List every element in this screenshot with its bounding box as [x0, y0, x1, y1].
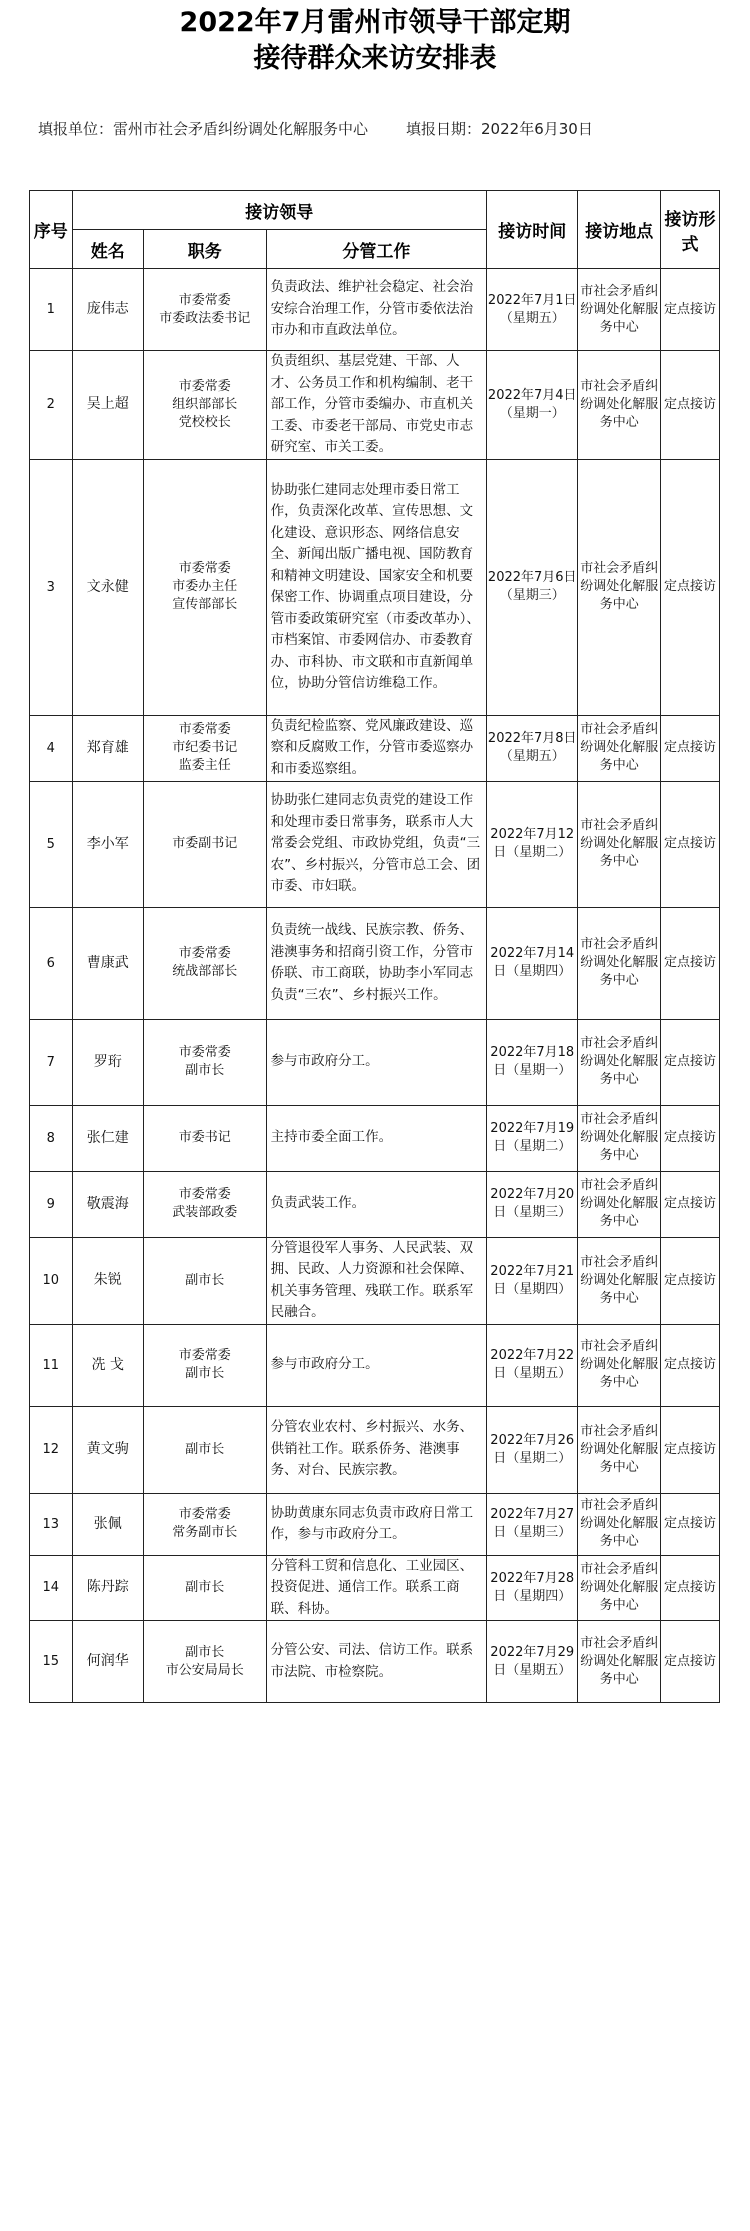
row-seq: 11 [30, 1324, 73, 1406]
row-position: 市委常委 副市长 [143, 1324, 266, 1406]
row-form: 定点接访 [661, 907, 720, 1019]
row-name: 张佩 [72, 1493, 143, 1555]
table-row [30, 1105, 720, 1171]
row-position: 市委常委 武装部政委 [143, 1171, 266, 1237]
row-work: 参与市政府分工。 [266, 1324, 486, 1406]
table-row [30, 1171, 720, 1237]
row-work: 参与市政府分工。 [266, 1019, 486, 1105]
row-place: 市社会矛盾纠纷调处化解服务中心 [578, 351, 661, 460]
row-name: 庞伟志 [72, 269, 143, 351]
row-place: 市社会矛盾纠纷调处化解服务中心 [578, 1621, 661, 1703]
row-work: 负责纪检监察、党风廉政建设、巡察和反腐败工作，分管市委巡察办和市委巡察组。 [266, 715, 486, 781]
row-work: 分管退役军人事务、人民武装、双拥、民政、人力资源和社会保障、机关事务管理、残联工作。联系军民融合。 [266, 1237, 486, 1324]
row-time: 2022年7月26日（星期二） [487, 1406, 578, 1493]
row-form: 定点接访 [661, 1324, 720, 1406]
meta-line [38, 118, 593, 139]
row-form: 定点接访 [661, 1621, 720, 1703]
row-seq: 13 [30, 1493, 73, 1555]
header-form: 接访形式 [661, 191, 720, 269]
row-seq: 10 [30, 1237, 73, 1324]
row-place: 市社会矛盾纠纷调处化解服务中心 [578, 1324, 661, 1406]
row-work: 分管科工贸和信息化、工业园区、投资促进、通信工作。联系工商联、科协。 [266, 1555, 486, 1621]
row-work: 分管公安、司法、信访工作。联系市法院、市检察院。 [266, 1621, 486, 1703]
table-row [30, 1406, 720, 1493]
row-work: 分管农业农村、乡村振兴、水务、供销社工作。联系侨务、港澳事务、对台、民族宗教。 [266, 1406, 486, 1493]
row-name: 罗珩 [72, 1019, 143, 1105]
header-place: 接访地点 [578, 191, 661, 269]
row-name: 郑育雄 [72, 715, 143, 781]
row-position: 市委副书记 [143, 781, 266, 907]
schedule-table [29, 190, 720, 1703]
row-name: 朱锐 [72, 1237, 143, 1324]
row-position: 市委常委 副市长 [143, 1019, 266, 1105]
table-row [30, 781, 720, 907]
row-name: 何润华 [72, 1621, 143, 1703]
row-position: 市委常委 市纪委书记 监委主任 [143, 715, 266, 781]
row-work: 负责组织、基层党建、干部、人才、公务员工作和机构编制、老干部工作，分管市委编办、市直机关工委、市委老干部局、市党史市志研究室、市关工委。 [266, 351, 486, 460]
row-seq: 15 [30, 1621, 73, 1703]
row-name: 李小军 [72, 781, 143, 907]
row-place: 市社会矛盾纠纷调处化解服务中心 [578, 1406, 661, 1493]
row-place: 市社会矛盾纠纷调处化解服务中心 [578, 1493, 661, 1555]
row-name: 陈丹踪 [72, 1555, 143, 1621]
table-row [30, 269, 720, 351]
table-row [30, 1019, 720, 1105]
row-seq: 14 [30, 1555, 73, 1621]
row-time: 2022年7月6日（星期三） [487, 459, 578, 715]
row-name: 张仁建 [72, 1105, 143, 1171]
fill-unit: 填报单位：雷州市社会矛盾纠纷调处化解服务中心 [38, 120, 369, 138]
row-place: 市社会矛盾纠纷调处化解服务中心 [578, 269, 661, 351]
row-place: 市社会矛盾纠纷调处化解服务中心 [578, 1171, 661, 1237]
row-seq: 5 [30, 781, 73, 907]
row-work: 协助黄康东同志负责市政府日常工作，参与市政府分工。 [266, 1493, 486, 1555]
row-time: 2022年7月14日（星期四） [487, 907, 578, 1019]
row-place: 市社会矛盾纠纷调处化解服务中心 [578, 1237, 661, 1324]
row-work: 协助张仁建同志负责党的建设工作和处理市委日常事务，联系市人大常委会党组、市政协党组，负责“三农”、乡村振兴，分管市总工会、团市委、市妇联。 [266, 781, 486, 907]
table-row [30, 1324, 720, 1406]
row-work: 主持市委全面工作。 [266, 1105, 486, 1171]
row-form: 定点接访 [661, 1019, 720, 1105]
row-work: 负责政法、维护社会稳定、社会治安综合治理工作，分管市委依法治市办和市直政法单位。 [266, 269, 486, 351]
row-place: 市社会矛盾纠纷调处化解服务中心 [578, 1555, 661, 1621]
row-place: 市社会矛盾纠纷调处化解服务中心 [578, 907, 661, 1019]
row-position: 市委常委 市委政法委书记 [143, 269, 266, 351]
row-seq: 3 [30, 459, 73, 715]
row-name: 曹康武 [72, 907, 143, 1019]
table-row [30, 1555, 720, 1621]
row-place: 市社会矛盾纠纷调处化解服务中心 [578, 781, 661, 907]
row-position: 市委书记 [143, 1105, 266, 1171]
row-position: 市委常委 统战部部长 [143, 907, 266, 1019]
row-seq: 4 [30, 715, 73, 781]
table-row [30, 715, 720, 781]
row-seq: 2 [30, 351, 73, 460]
row-place: 市社会矛盾纠纷调处化解服务中心 [578, 1019, 661, 1105]
row-form: 定点接访 [661, 1171, 720, 1237]
row-position: 市委常委 组织部部长 党校校长 [143, 351, 266, 460]
document-title-line2: 接待群众来访安排表 [253, 43, 497, 74]
row-work: 协助张仁建同志处理市委日常工作，负责深化改革、宣传思想、文化建设、意识形态、网络信息安全、新闻出版广播电视、国防教育和精神文明建设、国家安全和机要保密工作、协调重点项目建设，分管市委政策研究室（市委改革办）、市档案馆、市委网信办、市委教育办、市科协、市文联和市直新闻单位，协助分管信访维稳工作。 [266, 459, 486, 715]
header-time: 接访时间 [487, 191, 578, 269]
row-seq: 6 [30, 907, 73, 1019]
row-time: 2022年7月21日（星期四） [487, 1237, 578, 1324]
row-time: 2022年7月8日（星期五） [487, 715, 578, 781]
row-place: 市社会矛盾纠纷调处化解服务中心 [578, 715, 661, 781]
row-position: 副市长 [143, 1555, 266, 1621]
row-time: 2022年7月20日（星期三） [487, 1171, 578, 1237]
document-title-line1: 2022年7月雷州市领导干部定期 [179, 7, 571, 38]
row-time: 2022年7月28日（星期四） [487, 1555, 578, 1621]
row-position: 副市长 市公安局局长 [143, 1621, 266, 1703]
row-form: 定点接访 [661, 351, 720, 460]
table-row [30, 351, 720, 460]
row-form: 定点接访 [661, 781, 720, 907]
row-time: 2022年7月1日（星期五） [487, 269, 578, 351]
row-work: 负责统一战线、民族宗教、侨务、港澳事务和招商引资工作，分管市侨联、市工商联，协助李小军同志负责“三农”、乡村振兴工作。 [266, 907, 486, 1019]
row-position: 市委常委 常务副市长 [143, 1493, 266, 1555]
header-seq: 序号 [30, 191, 73, 269]
row-name: 文永健 [72, 459, 143, 715]
row-form: 定点接访 [661, 1237, 720, 1324]
header-leader: 接访领导 [72, 191, 486, 230]
row-time: 2022年7月27日（星期三） [487, 1493, 578, 1555]
row-seq: 9 [30, 1171, 73, 1237]
table-row [30, 1493, 720, 1555]
fill-date: 填报日期：2022年6月30日 [406, 120, 593, 138]
row-name: 冼 戈 [72, 1324, 143, 1406]
row-form: 定点接访 [661, 1406, 720, 1493]
row-seq: 8 [30, 1105, 73, 1171]
header-work: 分管工作 [266, 230, 486, 269]
row-form: 定点接访 [661, 1555, 720, 1621]
row-position: 副市长 [143, 1406, 266, 1493]
row-time: 2022年7月4日（星期一） [487, 351, 578, 460]
row-name: 敬震海 [72, 1171, 143, 1237]
row-time: 2022年7月29日（星期五） [487, 1621, 578, 1703]
row-form: 定点接访 [661, 1105, 720, 1171]
row-form: 定点接访 [661, 459, 720, 715]
table-row [30, 459, 720, 715]
row-time: 2022年7月19日（星期二） [487, 1105, 578, 1171]
row-time: 2022年7月18日（星期一） [487, 1019, 578, 1105]
row-work: 负责武装工作。 [266, 1171, 486, 1237]
row-name: 黄文驹 [72, 1406, 143, 1493]
row-position: 副市长 [143, 1237, 266, 1324]
row-time: 2022年7月12日（星期二） [487, 781, 578, 907]
row-seq: 1 [30, 269, 73, 351]
header-name: 姓名 [72, 230, 143, 269]
table-row [30, 1237, 720, 1324]
table-row [30, 1621, 720, 1703]
row-seq: 12 [30, 1406, 73, 1493]
row-form: 定点接访 [661, 1493, 720, 1555]
row-form: 定点接访 [661, 715, 720, 781]
table-row [30, 907, 720, 1019]
row-name: 吴上超 [72, 351, 143, 460]
row-position: 市委常委 市委办主任 宣传部部长 [143, 459, 266, 715]
row-place: 市社会矛盾纠纷调处化解服务中心 [578, 459, 661, 715]
row-time: 2022年7月22日（星期五） [487, 1324, 578, 1406]
header-position: 职务 [143, 230, 266, 269]
row-form: 定点接访 [661, 269, 720, 351]
row-seq: 7 [30, 1019, 73, 1105]
row-place: 市社会矛盾纠纷调处化解服务中心 [578, 1105, 661, 1171]
